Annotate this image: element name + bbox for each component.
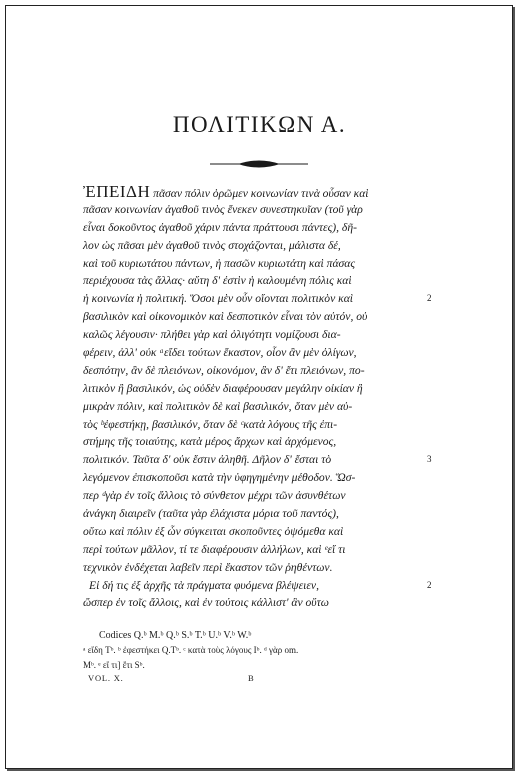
text-line (83, 183, 421, 201)
text-line (83, 308, 421, 326)
line-text: πᾶσαν κοινωνίαν ἀγαθοῦ τινὸς ἕνεκεν συνεστηκυῖαν (τοῦ γὰρ (83, 202, 363, 216)
line-text: τεχνικὸν ἐνδέχεται λαβεῖν περὶ ἕκαστον τῶν ῥηθέντων. (83, 560, 333, 574)
apparatus-line-2: Mᵇ. ᵉ εἴ τι] ἔτι Sᵇ. (83, 660, 145, 670)
initial-word: ἘΠΕΙΔΗ (83, 182, 151, 201)
line-text: λον ὡς πᾶσαι μὲν ἀγαθοῦ τινὸς στοχάζονται, μάλιστα δέ, (83, 238, 341, 252)
margin-section-number: 2 (427, 293, 432, 304)
volume-label: VOL. X. (88, 673, 124, 683)
text-line (83, 272, 421, 290)
line-text: βασιλικὸν καὶ οἰκονομικὸν καὶ δεσποτικὸν εἶναι τὸν αὐτόν, οὐ (83, 310, 368, 324)
line-text: περ ᵈγὰρ ἐν τοῖς ἄλλοις τὸ σύνθετον μέχρι τῶν ἀσυνθέτων (83, 489, 346, 503)
codices-line: Codices Q.ᵇ M.ᵇ Q.ᵇ S.ᵇ T.ᵇ U.ᵇ V.ᵇ W.ᵇ (99, 630, 252, 641)
signature-mark: B (248, 673, 255, 683)
apparatus-notes (83, 628, 421, 673)
body-text (83, 182, 432, 612)
text-line (83, 326, 421, 344)
line-text: οὕτω καὶ πόλιν ἐξ ὧν σύγκειται σκοποῦντες ὀψόμεθα καὶ (83, 524, 344, 538)
text-line (83, 523, 421, 541)
line-text: Εἰ δή τις ἐξ ἀρχῆς τὰ πράγματα φυόμενα βλέψειεν, (89, 578, 319, 592)
text-line (83, 290, 432, 308)
text-line (83, 505, 421, 523)
line-text: περιέχουσα τὰς ἄλλας· αὕτη δ' ἐστὶν ἡ καλουμένη πόλις καὶ (83, 274, 352, 288)
line-text: καλῶς λέγουσιν· πλήθει γὰρ καὶ ὀλιγότητι νομίζουσι δια- (83, 328, 341, 342)
line-text: εἶναι δοκοῦντος ἀγαθοῦ χάριν πάντα πράττουσι πάντες), δῆ- (83, 220, 357, 234)
text-line (83, 416, 421, 434)
line-text: πολιτικόν. Ταῦτα δ' οὐκ ἔστιν ἀληθῆ. Δῆλον δ' ἔσται τὸ (83, 453, 332, 467)
line-text: δεσπότην, ἂν δὲ πλειόνων, οἰκονόμον, ἂν δ' ἔτι πλειόνων, πο- (83, 363, 365, 377)
text-line (83, 398, 421, 416)
text-line (83, 433, 421, 451)
text-line (83, 380, 421, 398)
text-line (83, 201, 421, 219)
margin-section-number: 3 (427, 454, 432, 465)
ornament-divider (208, 157, 310, 171)
text-line (83, 469, 421, 487)
apparatus-line-1: ᵃ εἴδη Tᵇ. ᵇ ἐφεστήκει Q.Tᵇ. ᶜ κατὰ τοὺς λόγους Iᵇ. ᵈ γὰρ om. (83, 645, 299, 655)
line-text: ἡ κοινωνία ἡ πολιτική. Ὅσοι μὲν οὖν οἴονται πολιτικὸν καὶ (83, 292, 354, 306)
text-line (83, 362, 421, 380)
line-text: καὶ τοῦ κυριωτάτου πάντων, ἡ πασῶν κυριωτάτη καὶ πάσας (83, 256, 356, 270)
line-text: ἀνάγκη διαιρεῖν (ταῦτα γὰρ ἐλάχιστα μόρια τοῦ παντός), (83, 507, 339, 521)
text-line (83, 451, 432, 469)
text-line (83, 594, 421, 612)
line-text: τὸς ᵇἐφεστήκῃ, βασιλικόν, ὅταν δὲ ᶜκατὰ λόγους τῆς ἐπι- (83, 417, 338, 431)
line-text: λεγόμενον ἐπισκοποῦσι κατὰ τὴν ὑφηγημένην μέθοδον. Ὥσ- (83, 471, 356, 485)
line-text: περὶ τούτων μᾶλλον, τί τε διαφέρουσιν ἀλλήλων, καὶ ᵉεἴ τι (83, 542, 346, 556)
text-line (83, 559, 421, 577)
margin-section-number: 2 (427, 579, 432, 590)
text-line (83, 255, 421, 273)
text-line (83, 237, 421, 255)
page-title: ΠΟΛΙΤΙΚΩΝ Α. (172, 112, 347, 137)
text-line (83, 219, 421, 237)
text-line (83, 577, 432, 595)
line-text: πᾶσαν πόλιν ὁρῶμεν κοινωνίαν τινὰ οὖσαν καὶ (153, 187, 369, 200)
text-line (83, 541, 421, 559)
line-text: μικρὰν πόλιν, καὶ πολιτικὸν δὲ καὶ βασιλικόν, ὅταν μὲν αὐ- (83, 399, 353, 413)
line-text: φέρειν, ἀλλ' οὐκ ᵃεἴδει τούτων ἕκαστον, οἷον ἂν μὲν ὀλίγων, (83, 346, 357, 360)
text-line (83, 487, 421, 505)
line-text: στήμης τῆς τοιαύτης, κατὰ μέρος ἄρχων καὶ ἀρχόμενος, (83, 435, 337, 449)
line-text: ὥσπερ ἐν τοῖς ἄλλοις, καὶ ἐν τούτοις κάλλιστ' ἂν οὕτω (83, 596, 329, 610)
text-line (83, 344, 421, 362)
line-text: λιτικὸν ἢ βασιλικόν, ὡς οὐδὲν διαφέρουσαν μεγάλην οἰκίαν ἢ (83, 381, 363, 395)
